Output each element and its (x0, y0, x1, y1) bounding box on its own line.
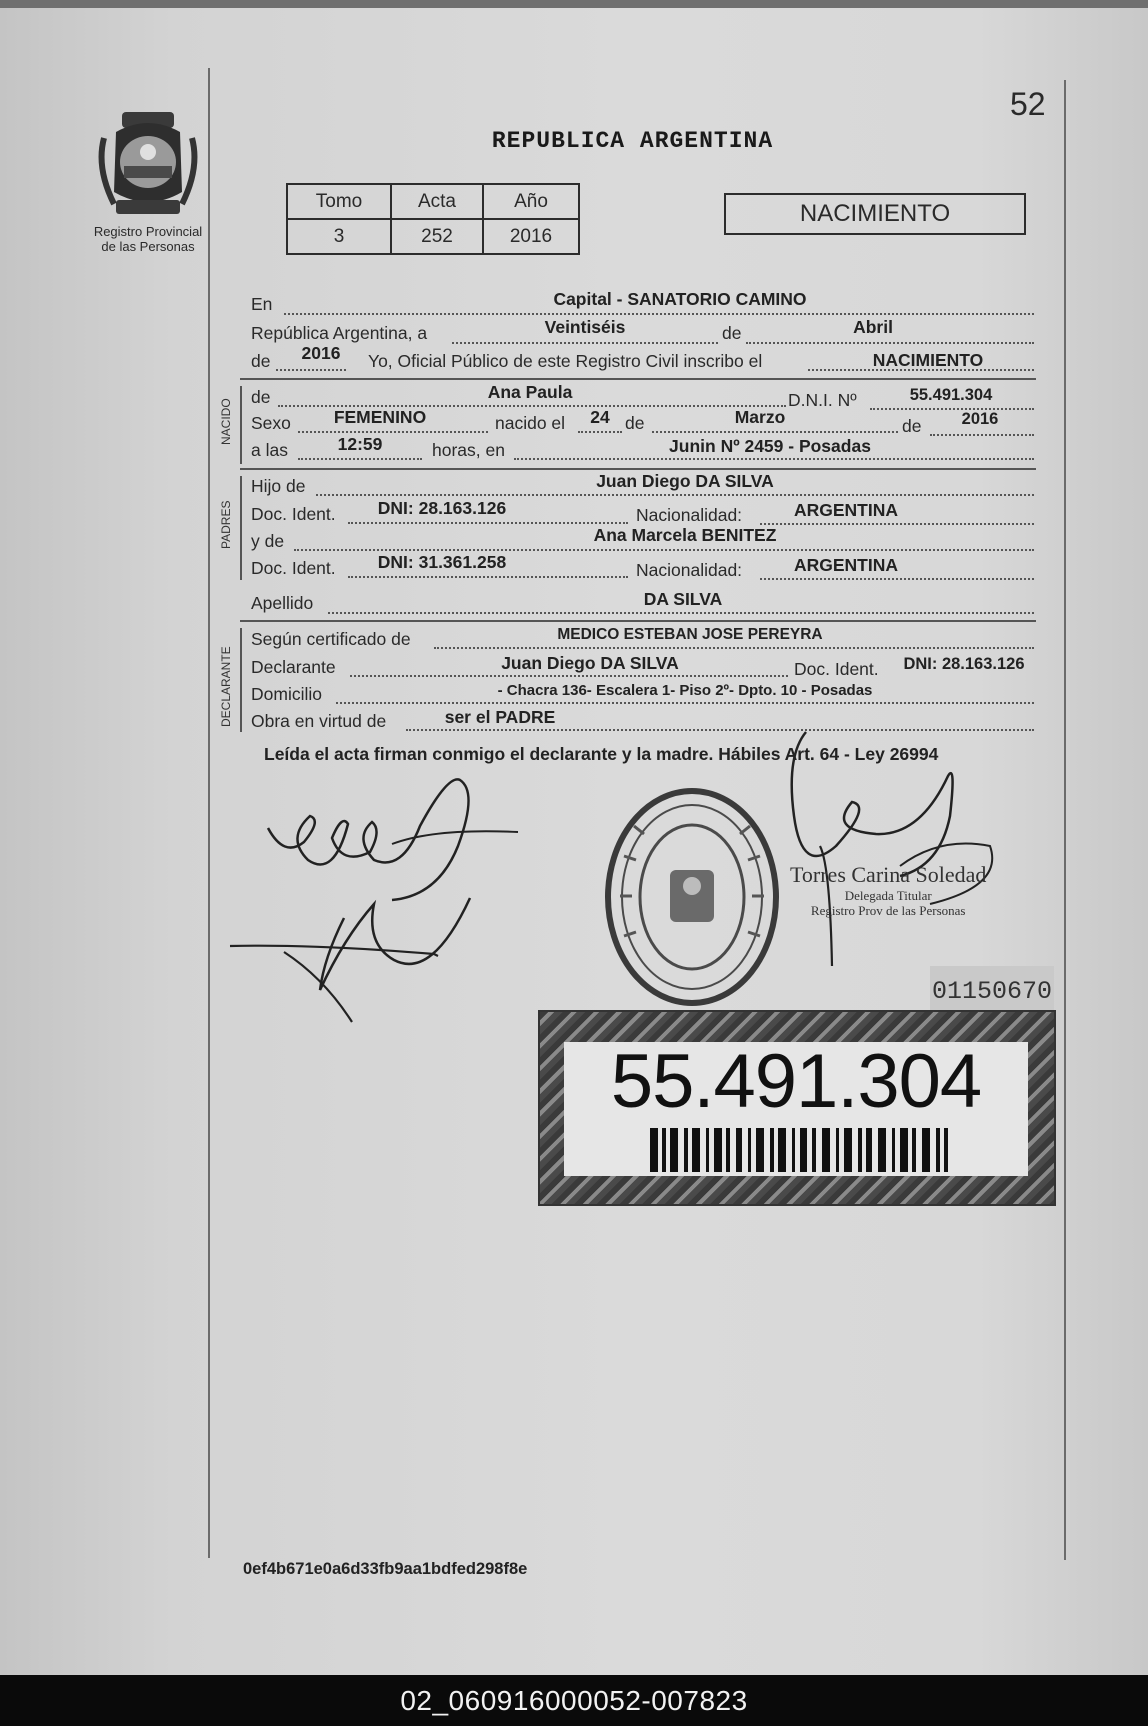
en-label: En (251, 294, 273, 314)
domicilio-label: Domicilio (251, 684, 322, 704)
de2-label: de (251, 351, 271, 371)
left-margin-line (208, 68, 210, 1558)
hora-value: 12:59 (337, 434, 383, 454)
section-separator (240, 620, 1036, 622)
inscribo-value: NACIMIENTO (872, 350, 984, 370)
lugar-dotline (514, 458, 1034, 460)
certificado-dotline (434, 647, 1034, 649)
nac-de-label: de (625, 413, 645, 433)
nacido-el-label: nacido el (495, 413, 566, 433)
section-separator (240, 468, 1036, 470)
signer-title-line1: Delegada Titular (844, 888, 932, 903)
padres-bracket (240, 476, 242, 580)
doc3-value: DNI: 28.163.126 (903, 655, 1025, 673)
signer-title-line2: Registro Prov de las Personas (810, 903, 966, 918)
dia-dotline (452, 342, 718, 344)
doc1-label: Doc. Ident. (251, 504, 336, 524)
security-sticker (538, 1010, 1056, 1206)
provincial-emblem-icon (96, 108, 200, 224)
oficial-text: Yo, Oficial Público de este Registro Civil inscribo el (368, 351, 763, 371)
tomo-value: 3 (287, 219, 391, 254)
padre-value: Juan Diego DA SILVA (596, 471, 774, 491)
nac-anio-dotline (930, 434, 1034, 436)
madre-dotline (294, 549, 1034, 551)
sexo-value: FEMENINO (333, 407, 427, 427)
doc1-dotline (348, 522, 628, 524)
hora-dotline (298, 458, 422, 460)
page-number: 52 (1010, 86, 1046, 122)
declarante-dotline (350, 675, 788, 677)
apellido-label: Apellido (251, 593, 314, 613)
en-dotline (284, 313, 1034, 315)
obra-label: Obra en virtud de (251, 711, 387, 731)
page-top-edge (0, 0, 1148, 8)
nacido-side-label: NACIDO (219, 398, 233, 445)
registry-table (286, 183, 580, 255)
document-heading: REPUBLICA ARGENTINA (491, 128, 774, 154)
domicilio-dotline (336, 702, 1034, 704)
declarante-value: Juan Diego DA SILVA (501, 653, 679, 673)
record-type-box: NACIMIENTO (724, 193, 1026, 235)
anio-value: 2016 (483, 219, 579, 254)
certificado-value: MEDICO ESTEBAN JOSE PEREYRA (557, 626, 823, 643)
declarante-side-label: DECLARANTE (219, 646, 233, 727)
section-separator (240, 378, 1036, 380)
tomo-header: Tomo (287, 184, 391, 219)
nombre-value: Ana Paula (487, 382, 573, 402)
signer-name: Torres Carina Soledad (790, 862, 987, 887)
anio-dotline (276, 369, 346, 371)
scan-id-footer: 02_060916000052-007823 (0, 1675, 1148, 1726)
anio-header: Año (483, 184, 579, 219)
en-value: Capital - SANATORIO CAMINO (553, 289, 807, 309)
domicilio-value: - Chacra 136- Escalera 1- Piso 2º- Dpto. 10 - Posadas (497, 682, 873, 699)
lugar-value: Junin Nº 2459 - Posadas (669, 436, 871, 456)
republica-label: República Argentina, a (251, 323, 428, 343)
closing-text: Leída el acta firman conmigo el declarante y la madre. Hábiles Art. 64 - Ley 26994 (264, 744, 939, 764)
mes-value: Abril (853, 317, 893, 337)
doc3-label: Doc. Ident. (794, 659, 879, 679)
doc1-value: DNI: 28.163.126 (377, 498, 507, 518)
anio-value: 2016 (301, 343, 341, 363)
nac-anio-value: 2016 (961, 410, 999, 428)
padre-dotline (316, 494, 1034, 496)
de-label: de (722, 323, 742, 343)
dni-value: 55.491.304 (909, 386, 993, 404)
nac2-value: ARGENTINA (793, 555, 899, 575)
control-number: 01150670 (930, 966, 1054, 1016)
nac2-dotline (760, 578, 1034, 580)
acta-value: 252 (391, 219, 483, 254)
right-margin-line (1064, 80, 1066, 1560)
hijo-label: Hijo de (251, 476, 306, 496)
nac-dia-value: 24 (590, 407, 610, 427)
acta-header: Acta (391, 184, 483, 219)
official-seal-icon (604, 786, 780, 1008)
nac2-label: Nacionalidad: (636, 560, 743, 580)
nac-dia-dotline (578, 431, 622, 433)
barcode-icon (650, 1128, 948, 1172)
sexo-dotline (298, 431, 488, 433)
nac1-value: ARGENTINA (793, 500, 899, 520)
obra-value: ser el PADRE (444, 707, 556, 727)
madre-value: Ana Marcela BENITEZ (593, 525, 777, 545)
sticker-label-area (564, 1039, 1028, 1176)
nac1-label: Nacionalidad: (636, 505, 743, 525)
logo-caption-line1: Registro Provincial (93, 224, 203, 239)
nac-mes-value: Marzo (734, 407, 786, 427)
certificado-label: Según certificado de (251, 629, 411, 649)
dni-label: D.N.I. Nº (788, 390, 857, 410)
yde-label: y de (251, 531, 285, 551)
mes-dotline (746, 342, 1034, 344)
registry-logo (58, 108, 238, 254)
declarant-signature-icon (224, 768, 524, 1028)
nombre-label: de (251, 387, 271, 407)
official-signature-icon (780, 726, 1010, 976)
doc2-label: Doc. Ident. (251, 558, 336, 578)
logo-caption-line2: de las Personas (101, 239, 195, 254)
nac-mes-dotline (652, 431, 898, 433)
signer-block (790, 862, 986, 918)
declarante-label: Declarante (251, 657, 336, 677)
doc2-value: DNI: 31.361.258 (377, 552, 507, 572)
declarante-bracket (240, 628, 242, 732)
doc2-dotline (348, 576, 628, 578)
horas-en-label: horas, en (432, 440, 505, 460)
padres-side-label: PADRES (219, 500, 233, 549)
sticker-number: 55.491.304 (610, 1039, 982, 1124)
nacido-bracket (240, 386, 242, 464)
dia-value: Veintiséis (544, 317, 626, 337)
sexo-label: Sexo (251, 413, 291, 433)
hora-label: a las (251, 440, 288, 460)
apellido-value: DA SILVA (643, 589, 723, 609)
apellido-dotline (328, 612, 1034, 614)
nac-de2-label: de (902, 416, 922, 436)
document-hash: 0ef4b671e0a6d33fb9aa1bdfed298f8e (243, 1560, 528, 1578)
